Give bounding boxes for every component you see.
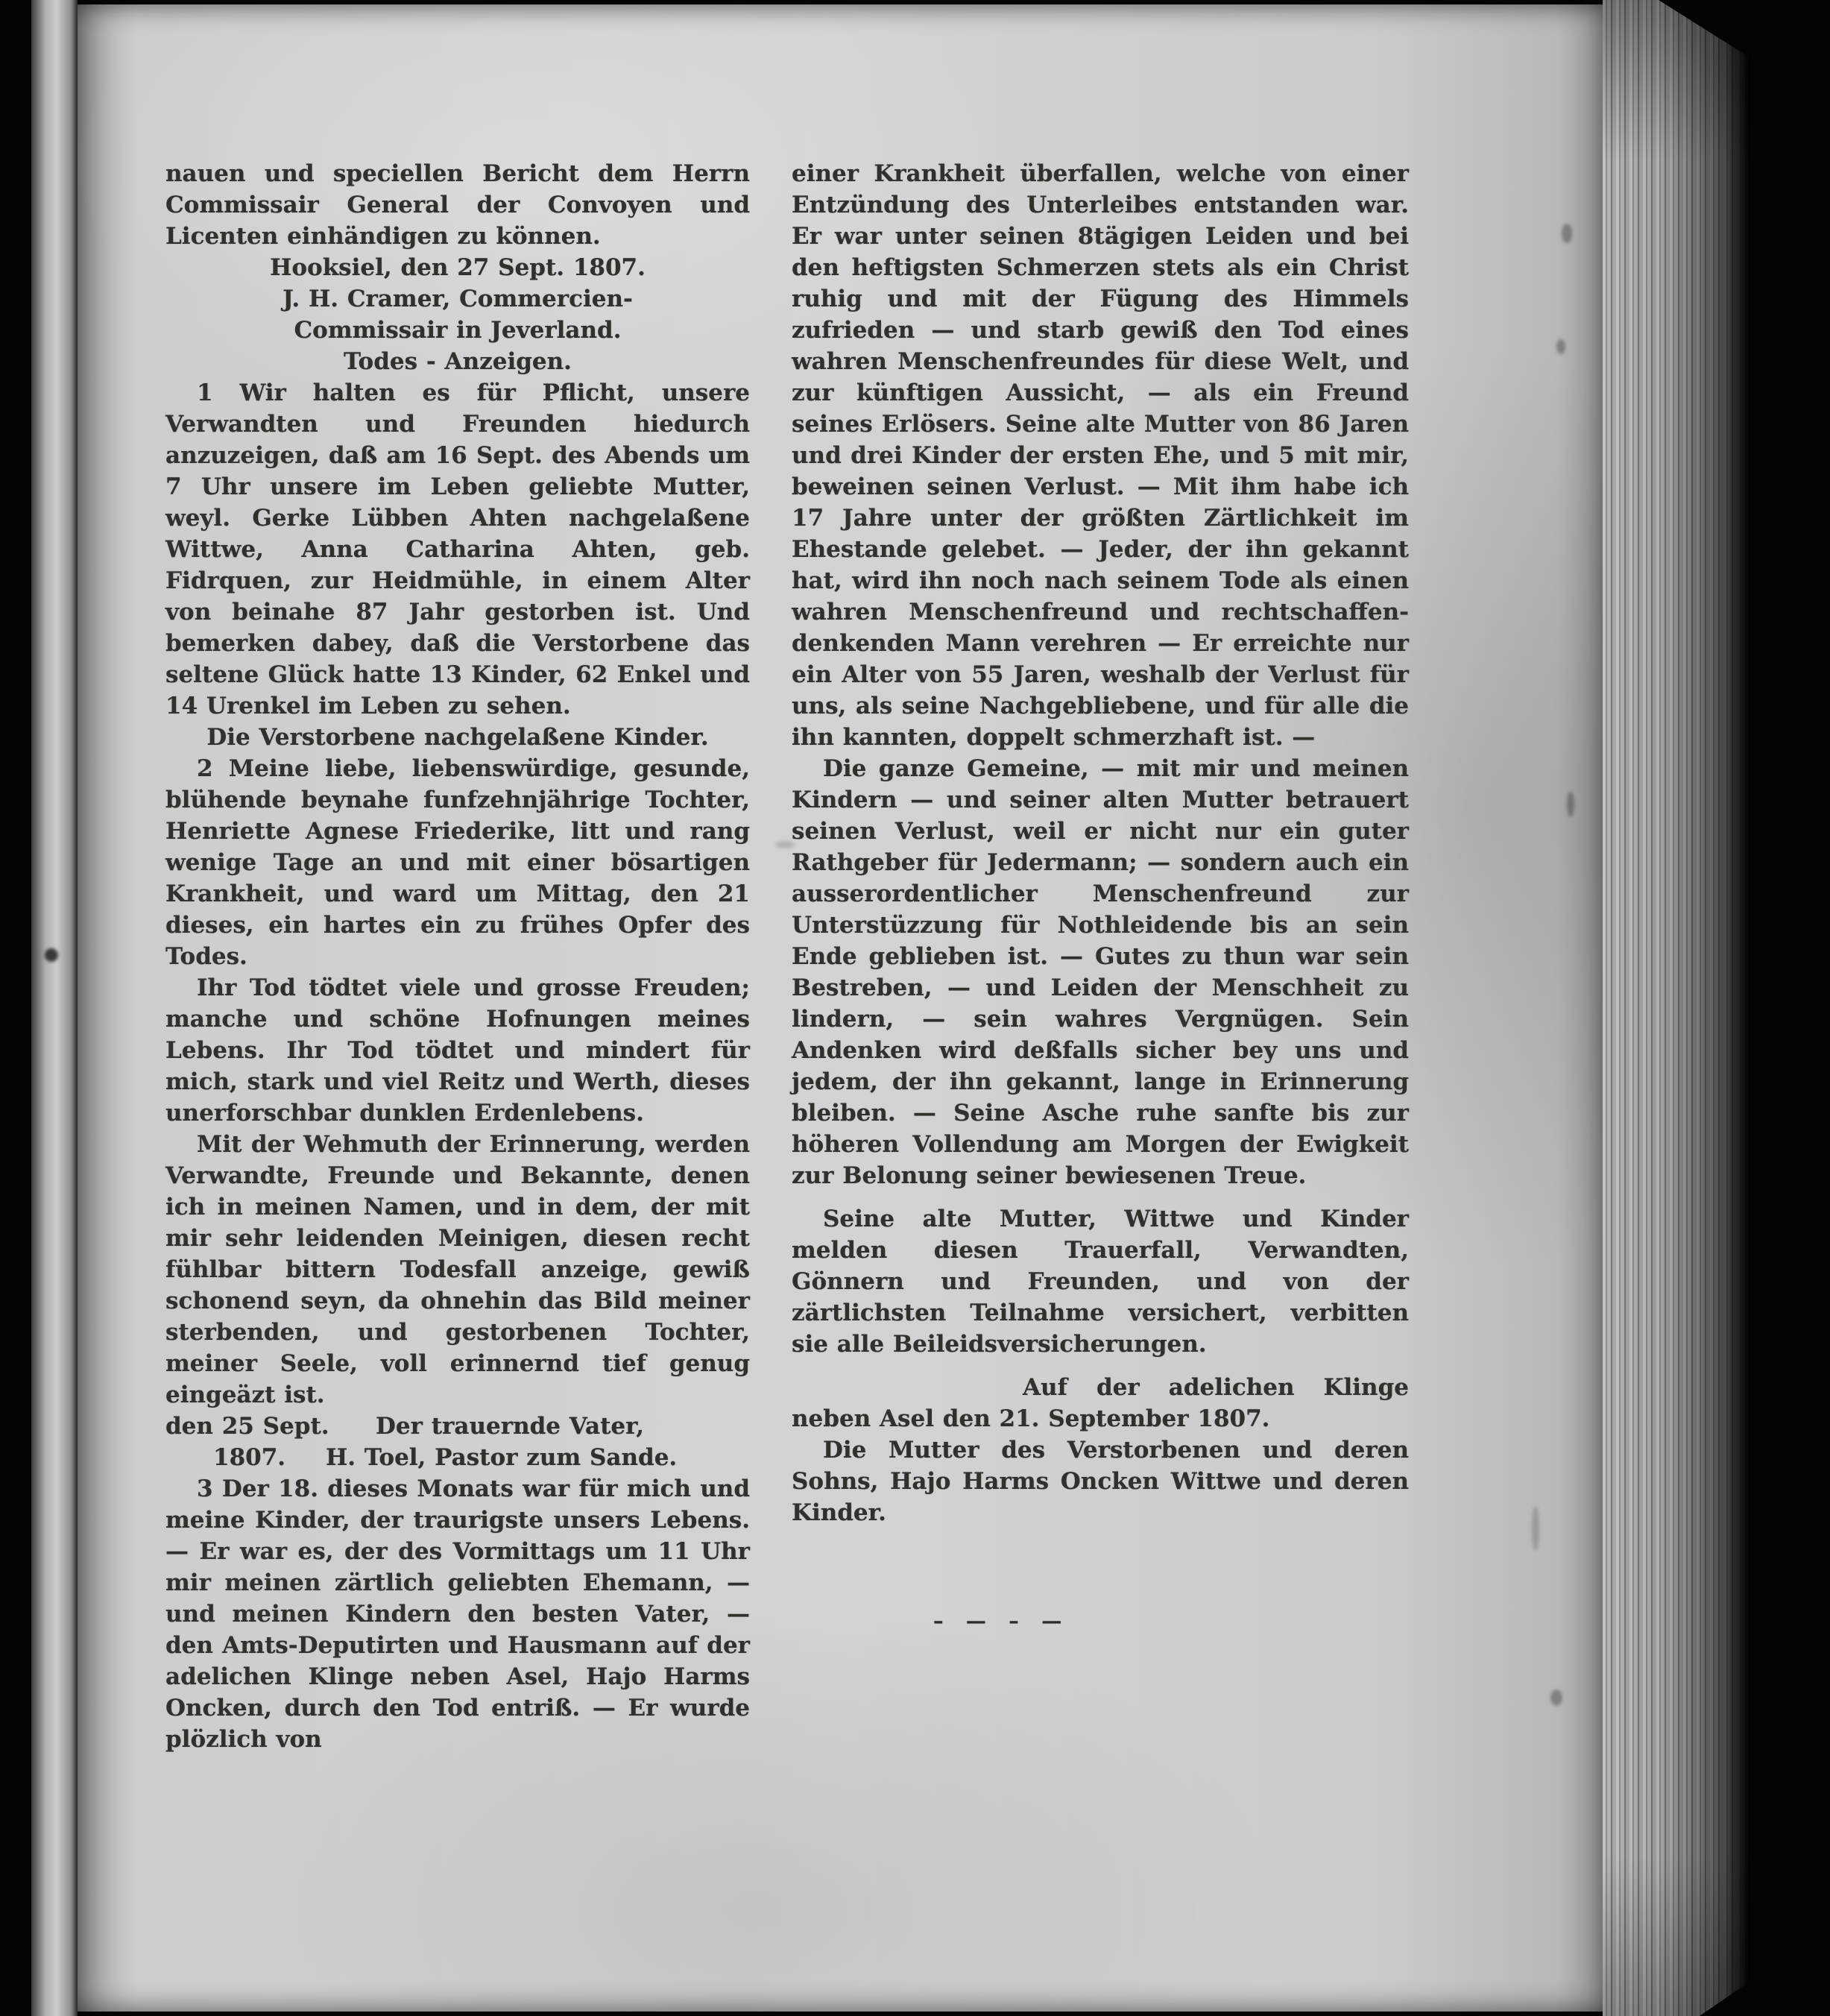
section-heading-todes-anzeigen: Todes - Anzeigen. xyxy=(344,348,572,375)
left-text-column xyxy=(165,158,750,1755)
obituary-2-paragraph: Mit der Wehmuth der Erinnerung, werden Verwandte, Freunde und Bekannte, denen ich in meinen Namen, und in dem, der mit mir sehr leidenden Meinigen, diesen recht fühlbar bittern Todesfall anzeige, gewiß schonend seyn, da ohnehin das Bild meiner sterbenden, und gestorbenen Tochter, meiner Seele, voll erinnernd tief genug eingeäzt ist. xyxy=(165,1131,750,1408)
signature-date-line xyxy=(165,1411,750,1442)
end-divider: – — – — xyxy=(933,1610,1070,1633)
signature-commissair: J. H. Cramer, Commercien-Commissair in Jeverland. xyxy=(283,286,633,344)
right-text-column xyxy=(792,158,1409,1755)
signature-part: 1807. xyxy=(213,1444,286,1471)
signature-part: H. Toel, Pastor zum Sande. xyxy=(326,1444,678,1471)
obituary-3: 3 Der 18. dieses Monats war für mich und meine Kinder, der traurigste unsers Lebens. — Er war es, der des Vormittags um 11 Uhr mir meinen zärtlich geliebten Ehemann, — und meinen Kindern den besten Vater, — den Amts-Deputirten und Hausmann auf der adelichen Klinge neben Asel, Hajo Harms Oncken, durch den Tod entriß. — Er wurde plözlich von xyxy=(165,1475,750,1753)
signature-part: den 25 Sept. xyxy=(165,1413,329,1440)
adjacent-page-edge xyxy=(31,0,78,2016)
obituary-2: 2 Meine liebe, liebenswürdige, gesunde, blühende beynahe funfzehnjährige Tochter, Henriette Agnese Friederike, litt und rang wenige Tage an und mit einer bösartigen Krankheit, und ward um Mittag, den 21 dieses, ein hartes ein zu frühes Opfer des Todes. xyxy=(165,755,750,970)
place-dateline: Auf der adelichen Klinge neben Asel den 21. September 1807. xyxy=(792,1374,1409,1432)
obituary-3-paragraph: Die ganze Gemeine, — mit mir und meinen Kindern — und seiner alten Mutter betrauert seinen Verlust, weil er nicht nur ein guter Rathgeber für Jedermann; — sondern auch ein ausserordentlicher Menschenfreund zur Unterstüzzung für Nothleidende bis an sein Ende geblieben ist. — Gutes zu thun war sein Bestreben, — und Leiden der Menschheit zu lindern, — sein wahres Vergnügen. Sein Andenken wird deßfalls sicher bey uns und jedem, der ihn gekannt, lange in Erinnerung bleiben. — Seine Asche ruhe sanfte bis zur höheren Vollendung am Morgen der Ewigkeit zur Belonung seiner bewiesenen Treue. xyxy=(792,755,1409,1189)
continuation-obituary-3: einer Krankheit überfallen, welche von einer Entzündung des Unterleibes entstanden war. Er war unter seinen 8tägigen Leiden und bei den heftigsten Schmerzen stets als ein Christ ruhig und mit der Fügung des Himmels zufrieden — und starb gewiß den Tod eines wahren Menschenfreundes für diese Welt, und zur künftigen Aussicht, — als ein Freund seines Erlösers. Seine alte Mutter von 86 Jaren und drei Kinder der ersten Ehe, und 5 mit mir, beweinen seinen Verlust. — Mit ihm habe ich 17 Jahre unter der größten Zärtlichkeit im Ehestande gelebet. — Jeder, der ihn gekannt hat, wird ihn noch nach seinem Tode als einen wahren Menschenfreund und rechtschaffen-denkenden Mann verehren — Er erreichte nur ein Alter von 55 Jaren, weshalb der Verlust für uns, als seine Nachgebliebene, und für alle die ihn kannten, doppelt schmerzhaft ist. — xyxy=(792,160,1409,751)
continuation-paragraph: nauen und speciellen Bericht dem Herrn Commissair General der Convoyen und Licenten einhändigen zu können. xyxy=(165,160,750,250)
signature-part: Der trauernde Vater, xyxy=(376,1413,644,1440)
obituary-1: 1 Wir halten es für Pflicht, unsere Verwandten und Freunden hiedurch anzuzeigen, daß am 16 Sept. des Abends um 7 Uhr unsere im Leben geliebte Mutter, weyl. Gerke Lübben Ahten nachgelaßene Wittwe, Anna Catharina Ahten, geb. Fidrquen, zur Heidmühle, in einem Alter von beinahe 87 Jahr gestorben ist. Und bemerken dabey, daß die Verstorbene das seltene Glück hatte 13 Kinder, 62 Enkel und 14 Urenkel im Leben zu sehen. xyxy=(165,379,750,719)
obituary-3-notice: Seine alte Mutter, Wittwe und Kinder melden diesen Trauerfall, Verwandten, Gönnern und Freunden, und von der zärtlichsten Teilnahme versichert, verbitten sie alle Beileidsversicherungen. xyxy=(792,1206,1409,1358)
scanned-page xyxy=(78,4,1603,2012)
book-fore-edge xyxy=(1603,0,1750,2016)
page-text xyxy=(165,158,1409,1755)
subheading-kinder: Die Verstorbene nachgelaßene Kinder. xyxy=(206,724,709,751)
closing-signature: Die Mutter des Verstorbenen und deren Sohns, Hajo Harms Oncken Wittwe und deren Kinder. xyxy=(792,1437,1409,1526)
dateline-hooksiel: Hooksiel, den 27 Sept. 1807. xyxy=(270,254,646,281)
signature-name-line xyxy=(165,1442,750,1473)
obituary-2-paragraph: Ihr Tod tödtet viele und grosse Freuden; manche und schöne Hofnungen meines Lebens. Ihr Tod tödtet und mindert für mich, stark und viel Reitz und Werth, dieses unerforschbar dunklen Erdenlebens. xyxy=(165,974,750,1127)
